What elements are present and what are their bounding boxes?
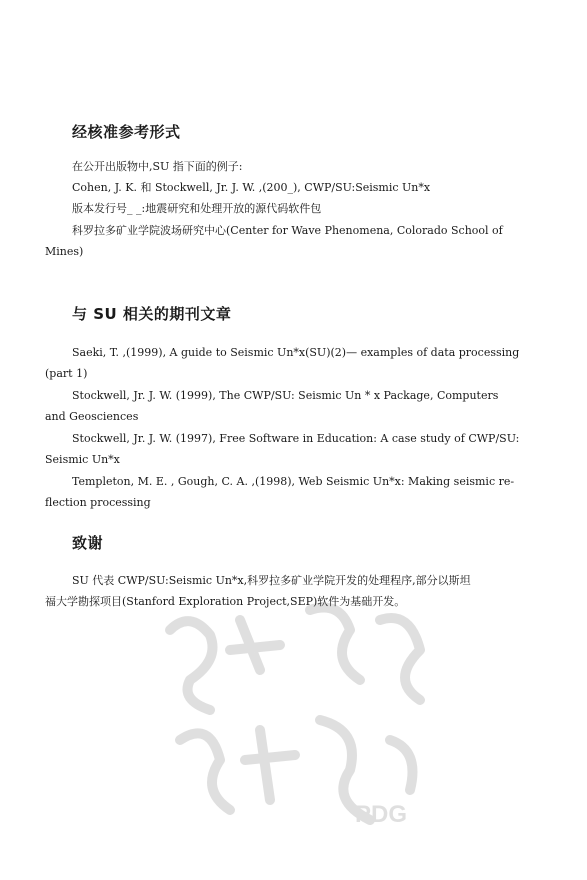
citation-line: Mines) — [45, 245, 84, 258]
citation-line: Cohen, J. K. 和 Stockwell, Jr. J. W. ,(200_), CWP/SU:Seismic Un*x — [72, 181, 431, 194]
article-entry: Saeki, T. ,(1999), A guide to Seismic Un*x(SU)(2)— examples of data processing — [72, 346, 520, 359]
watermark-seal-icon — [150, 590, 450, 840]
article-entry-cont: and Geosciences — [45, 410, 139, 423]
article-entry-cont: (part 1) — [45, 367, 88, 380]
watermark-seal — [150, 590, 450, 840]
section-heading-acknowledgements: 致谢 — [72, 534, 104, 552]
article-entry: Stockwell, Jr. J. W. (1999), The CWP/SU: Seismic Un * x Package, Computers — [72, 389, 499, 402]
section-heading-articles: 与 SU 相关的期刊文章 — [72, 305, 232, 323]
article-entry: Stockwell, Jr. J. W. (1997), Free Software in Education: A case study of CWP/SU: — [72, 432, 520, 445]
article-entry-cont: flection processing — [45, 496, 151, 509]
article-entry-cont: Seismic Un*x — [45, 453, 120, 466]
citation-line: 版本发行号_ _:地震研究和处理开放的源代码软件包 — [72, 202, 322, 215]
article-entry: Templeton, M. E. , Gough, C. A. ,(1998), Web Seismic Un*x: Making seismic re- — [72, 475, 515, 488]
acknowledgement-line: 福大学勘探项目(Stanford Exploration Project,SEP)软件为基础开发。 — [45, 595, 406, 608]
section-heading-citation: 经核准参考形式 — [72, 123, 181, 141]
citation-line: 科罗拉多矿业学院波场研究中心(Center for Wave Phenomena, Colorado School of — [72, 224, 503, 237]
acknowledgement-line: SU 代表 CWP/SU:Seismic Un*x,科罗拉多矿业学院开发的处理程序,部分以斯坦 — [72, 574, 471, 587]
citation-intro: 在公开出版物中,SU 指下面的例子: — [72, 160, 243, 173]
watermark-text: PDG — [355, 801, 408, 828]
